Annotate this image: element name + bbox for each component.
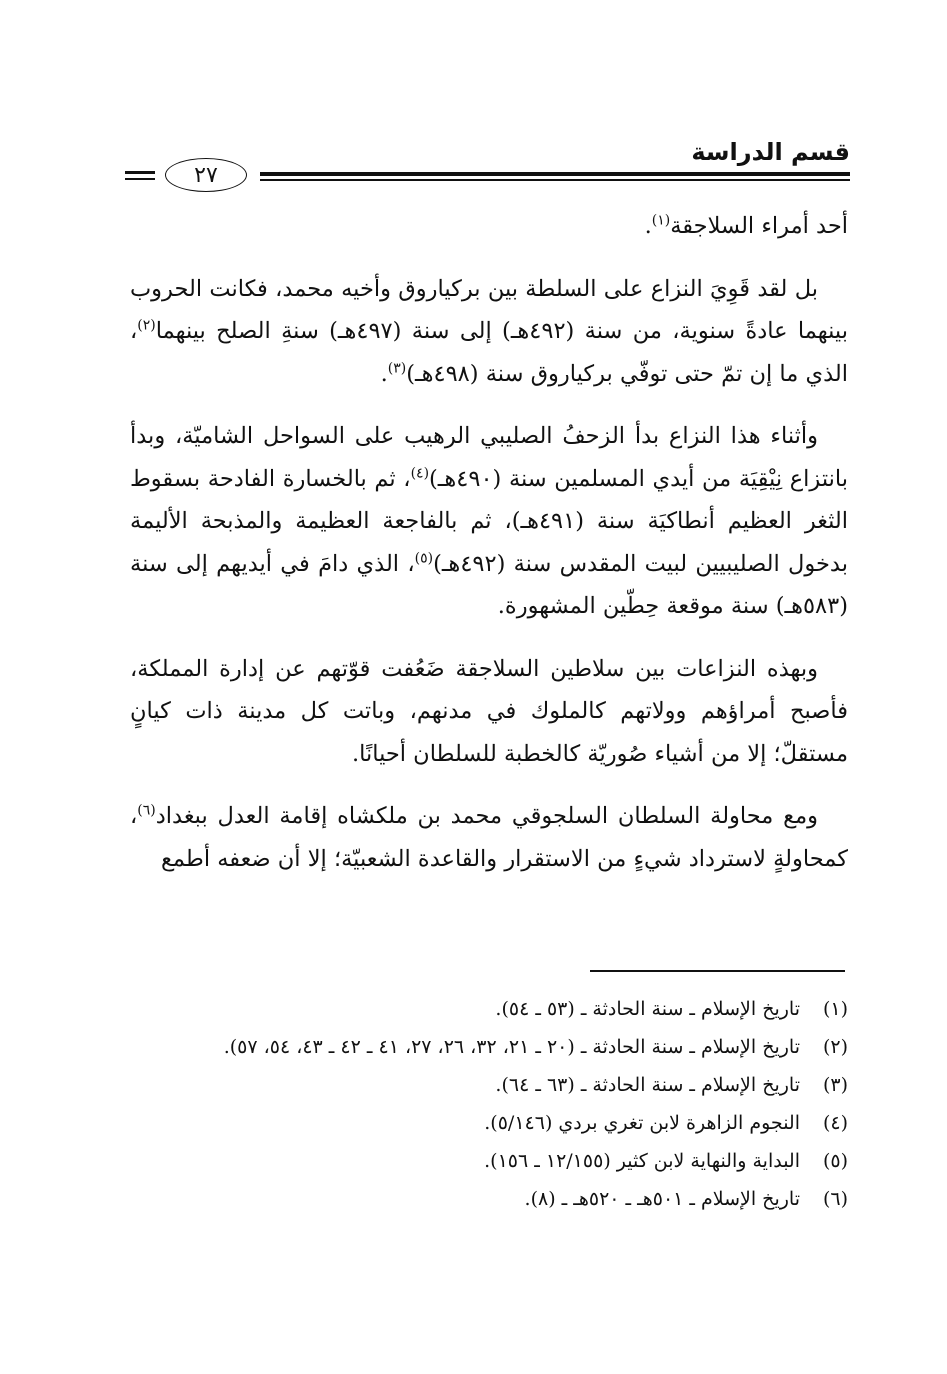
footnote-number: (١) (822, 998, 848, 1020)
footnote-3 (120, 1066, 848, 1104)
main-text (130, 205, 848, 900)
footnote-6 (120, 1180, 848, 1218)
section-title: قسم الدراسة (691, 138, 850, 166)
footnote-text: تاريخ الإسلام ـ سنة الحادثة ـ (٢٠ ـ ٢١، ٣٢، ٢٦، ٢٧، ٤١ ـ ٤٢ ـ ٤٣، ٥٤، ٥٧). (223, 1036, 800, 1058)
footnote-2 (120, 1028, 848, 1066)
text-run: ، كمحاولةٍ لاسترداد شيءٍ من الاستقرار والقاعدة الشعبيّة؛ إلا أن ضعفه أطمع (130, 803, 848, 872)
footnote-text: النجوم الزاهرة لابن تغري بردي (٥/١٤٦). (484, 1112, 800, 1134)
text-run: وبهذه النزاعات بين سلاطين السلاجقة ضَعُفت قوّتهم عن إدارة المملكة، فأصبح أمراؤهم وولاتهم كالملوك في مدنهم، وباتت كل مدينة ذات كيانٍ مستقلّ؛ إلا من أشياء صُوريّة كالخطبة للسلطان أحيانًا. (130, 655, 848, 767)
text-run: ، الذي ما إن تمّ حتى توفّي بركياروق سنة (٤٩٨هـ) (130, 318, 848, 387)
text-run: وأثناء هذا النزاع بدأ الزحفُ الصليبي الرهيب على السواحل الشاميّة، وبدأ بانتزاع نِيْقِيَة من أيدي المسلمين سنة (٤٩٠هـ) (130, 423, 848, 492)
header-left-dash (125, 171, 155, 174)
footnote-marker-2: (٢) (137, 317, 156, 334)
paragraph-2: بل لقد قَوِيَ النزاع على السلطة بين بركياروق وأخيه محمد، فكانت الحروب بينهما عادةً سنوية، من سنة (٤٩٢هـ) إلى سنة (٤٩٧هـ) سنةِ الصلح بينهما$^{(٢)}$، الذي ما إن تمّ حتى توفّي بركياروق سنة (٤٩٨هـ)$^{(٣)}$. (130, 275, 848, 387)
footnote-number: (٣) (822, 1074, 848, 1096)
footnote-number: (٥) (822, 1150, 848, 1172)
header-rule-thin (260, 179, 850, 181)
footnote-text: البداية والنهاية لابن كثير (١٢/١٥٥ ـ ١٥٦). (484, 1150, 800, 1172)
footnote-5 (120, 1142, 848, 1180)
header-rule-thick (260, 172, 850, 176)
text-run: ومع محاولة السلطان السلجوقي محمد بن ملكشاه إقامة العدل ببغداد (155, 803, 818, 829)
footnote-number: (٢) (822, 1036, 848, 1058)
paragraph-1: أحد أمراء السلاجقة$^{(١)}$. (644, 212, 848, 239)
footnote-marker-1: (١) (651, 212, 671, 229)
text-run: ، الذي دامَ في أيديهم إلى سنة (٥٨٣هـ) سنة موقعة حِطّين المشهورة. (130, 550, 848, 619)
paragraph-3 (130, 415, 848, 628)
header-left-dash-thin (125, 178, 155, 180)
footnote-number: (٦) (822, 1188, 848, 1210)
text-run: أحد أمراء السلاجقة (670, 213, 848, 239)
page-header (125, 138, 850, 188)
footnotes (120, 990, 848, 1218)
page-number-badge (165, 158, 247, 192)
footnote-marker-4: (٤) (410, 465, 430, 481)
footnote-text: تاريخ الإسلام ـ سنة الحادثة ـ (٥٣ ـ ٥٤). (495, 998, 800, 1020)
text-run: ، ثم بالخسارة الفادحة بسقوط الثغر العظيم أنطاكيَة سنة (٤٩١هـ)، ثم بالفاجعة العظيمة والمذبحة الأليمة بدخول الصليبيين لبيت المقدس سنة (٤٩٢هـ) (130, 465, 848, 577)
footnote-text: تاريخ الإسلام ـ سنة الحادثة ـ (٦٣ ـ ٦٤). (495, 1074, 800, 1096)
footnote-number: (٤) (822, 1112, 848, 1134)
footnote-marker-6: (٦) (137, 802, 156, 819)
footnote-1 (120, 990, 848, 1028)
footnote-marker-5: (٥) (414, 550, 434, 566)
page-number: ٢٧ (194, 162, 218, 188)
footnote-4 (120, 1104, 848, 1142)
paragraph-4 (130, 648, 848, 776)
text-run: بل لقد قَوِيَ النزاع على السلطة بين بركياروق وأخيه محمد، فكانت الحروب بينهما عادةً سنوية، من سنة (٤٩٢هـ) إلى سنة (٤٩٧هـ) سنةِ الصلح بينهما (130, 275, 848, 344)
paragraph-5 (130, 795, 848, 880)
footnote-separator (590, 970, 845, 972)
footnote-marker-3: (٣) (387, 360, 407, 376)
footnote-text: تاريخ الإسلام ـ ٥٠١هـ ـ ٥٢٠هـ ـ (٨). (524, 1188, 800, 1210)
